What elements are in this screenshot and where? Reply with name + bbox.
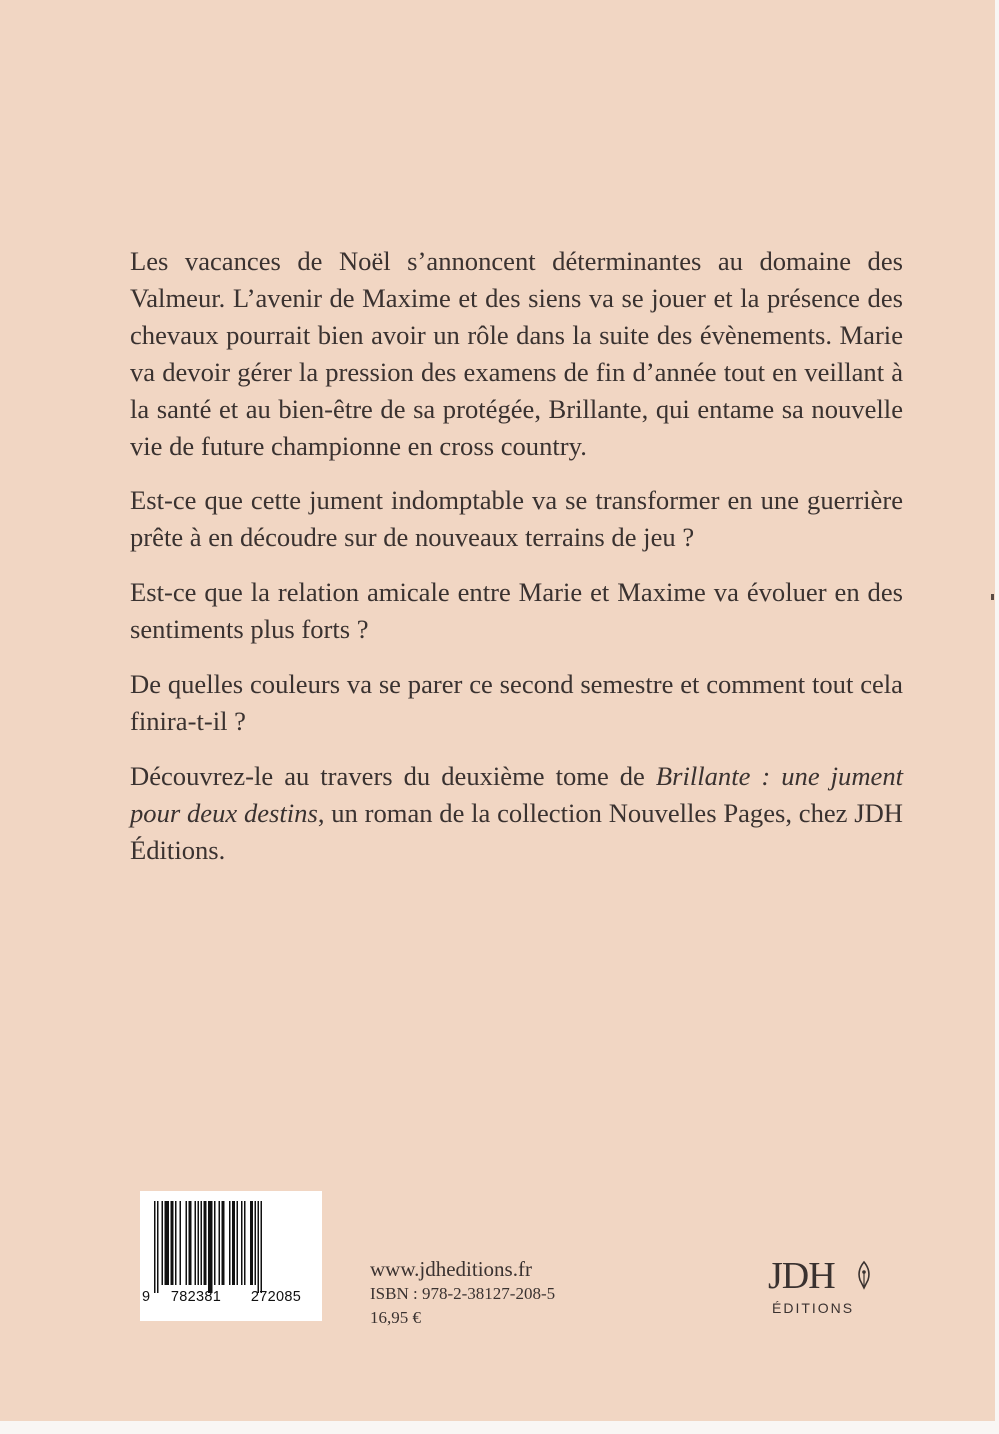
publisher-website: www.jdheditions.fr (370, 1257, 532, 1281)
blurb-paragraph-4: De quelles couleurs va se parer ce second semestre et comment tout cela finira-t-il ? (130, 669, 903, 736)
barcode-bars (150, 1201, 312, 1293)
publisher-info (370, 1256, 555, 1330)
blurb-paragraph-5 (130, 758, 903, 869)
isbn-number: ISBN : 978-2-38127-208-5 (370, 1284, 556, 1303)
edge-mark (991, 594, 994, 600)
book-title-italic: Brillante : une jument pour deux destins (130, 760, 904, 828)
barcode-digits (142, 1289, 320, 1305)
publisher-logo (768, 1256, 888, 1326)
blurb-paragraph-5-end: , un roman de la collection Nouvelles Pages, chez JDH Éditions. (130, 797, 903, 865)
book-price: 16,95 € (370, 1308, 421, 1327)
barcode-digit-first: 9 (142, 1289, 151, 1305)
logo-mark: JDH (768, 1255, 835, 1297)
back-cover-blurb (130, 243, 903, 887)
blurb-paragraph-1: Les vacances de Noël s’annoncent déterminantes au domaine des Valmeur. L’avenir de Maxime et des siens va se jouer et la présence des chevaux pourrait bien avoir un rôle dans la suite des évènements. Marie va devoir gérer la pression des examens de fin d’année tout en veillant à la santé et au bien-être de sa protégée, Brillante, qui entame sa nouvelle vie de future championne en cross country. (130, 246, 903, 461)
blurb-paragraph-3: Est-ce que la relation amicale entre Marie et Maxime va évoluer en des sentiments plus forts ? (130, 577, 903, 645)
blurb-paragraph-2: Est-ce que cette jument indomptable va se transformer en une guerrière prête à en découdre sur de nouveaux terrains de jeu ? (130, 485, 903, 553)
barcode-digits-right: 272085 (250, 1289, 302, 1305)
fountain-pen-nib-icon (856, 1260, 872, 1290)
logo-subtitle: ÉDITIONS (772, 1300, 855, 1316)
blurb-paragraph-5-intro: Découvrez-le au travers du deuxième tome de (130, 760, 656, 791)
barcode-digits-left: 782381 (170, 1289, 222, 1305)
isbn-barcode (140, 1191, 322, 1321)
